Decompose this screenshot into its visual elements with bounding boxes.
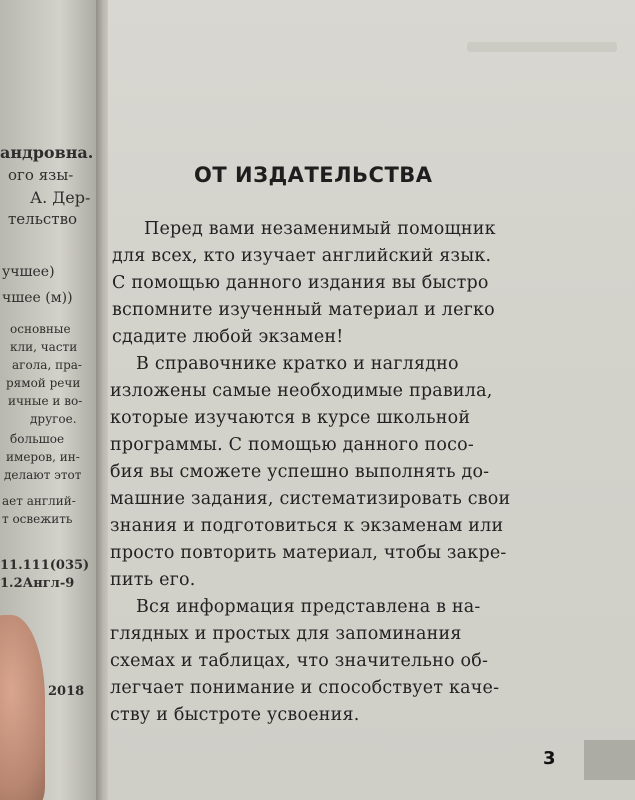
right-page (108, 0, 635, 800)
left-page-line: кли, части (10, 340, 78, 354)
text-line: знания и подготовиться к экзаменам или (110, 516, 504, 536)
text-line: вспомните изученный материал и легко (112, 300, 495, 320)
text-line: сдадите любой экзамен! (112, 327, 344, 347)
text-line: просто повторить материал, чтобы закре- (110, 543, 507, 563)
left-page-line: основные (10, 322, 71, 336)
left-page-line: делают этот (4, 468, 82, 482)
left-page-line: учшее) (2, 264, 55, 280)
left-page-line: ичные и во- (8, 394, 83, 408)
page-title: ОТ ИЗДАТЕЛЬСТВА (194, 163, 433, 187)
text-line: ству и быстроте усвоения. (110, 705, 360, 725)
left-page-line: ого язы- (8, 166, 74, 184)
text-line: пить его. (110, 570, 196, 590)
left-page-line: агола, пра- (12, 358, 82, 372)
left-page-line: андровна. (0, 143, 94, 162)
text-line: Перед вами незаменимый помощник (144, 219, 496, 239)
text-line: схемах и таблицах, что значительно об- (110, 651, 489, 671)
text-line: программы. С помощью данного посо- (110, 435, 474, 455)
text-line: бия вы сможете успешно выполнять до- (110, 462, 490, 482)
show-through-text (467, 42, 617, 52)
text-line: легчает понимание и способствует каче- (110, 678, 500, 698)
text-line: С помощью данного издания вы быстро (112, 273, 489, 293)
left-page-line: другое. (30, 412, 77, 426)
left-page-line: имеров, ин- (6, 450, 80, 464)
text-line: глядных и простых для запоминания (110, 624, 462, 644)
left-page-line: А. Дер- (30, 188, 91, 207)
left-page-line: чшее (м)) (2, 290, 73, 306)
text-line: изложены самые необходимые правила, (110, 381, 493, 401)
left-page-line: 1.2Англ-9 (0, 576, 75, 591)
text-line: машние задания, систематизировать свои (110, 489, 511, 509)
left-page-line: большое (10, 432, 65, 446)
left-page-line: ает англий- (2, 494, 76, 508)
text-line: для всех, кто изучает английский язык. (112, 246, 492, 266)
left-page-line: рямой речи (6, 376, 81, 390)
page-number: 3 (543, 748, 556, 769)
left-page-line: 11.111(035) (0, 558, 90, 573)
text-line: В справочнике кратко и наглядно (136, 354, 459, 374)
thumb (0, 615, 45, 800)
page-number-tab (584, 740, 635, 780)
left-page-line: т освежить (2, 512, 73, 526)
left-page (0, 0, 100, 800)
left-page-line: 2018 (48, 684, 85, 699)
left-page-line: тельство (8, 210, 78, 228)
text-line: Вся информация представлена в на- (136, 597, 481, 617)
text-line: которые изучаются в курсе школьной (110, 408, 471, 428)
